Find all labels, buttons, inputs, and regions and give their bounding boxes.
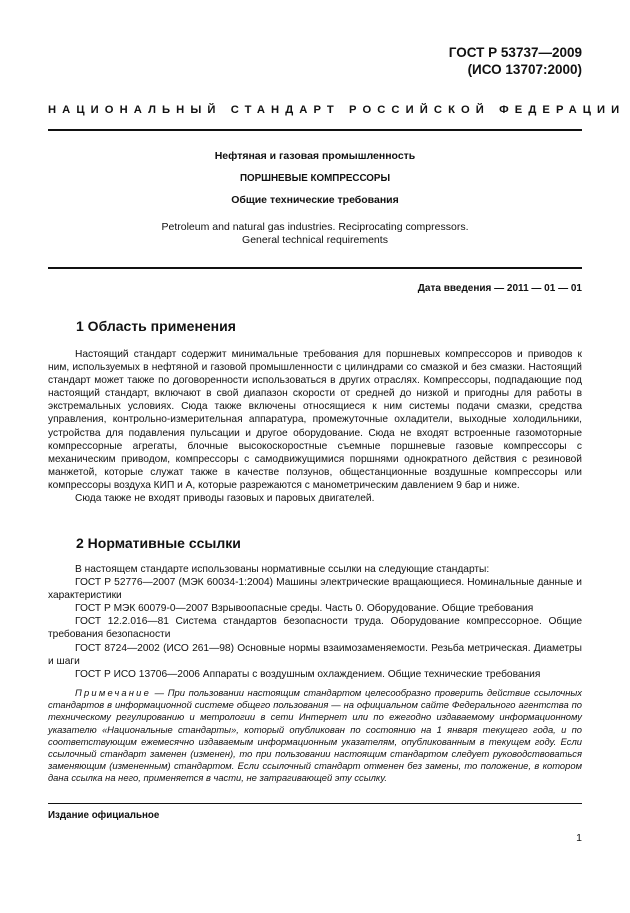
section1-paragraph: Настоящий стандарт содержит минимальные требования для поршневых компрессоров и приводов к ним, используемых в нефтяной и газовой промышленности с цилиндрами со смазкой и без смазки. Настоящий стандарт может также по договоренности использоваться в других отраслях. Компрессоры, подпадающие под настоящий стандарт, включают в свой диапазон скорости от средней до низкой и пригодны для работы в экстремальных условиях. Сюда также включены относящиеся к ним системы подачи смазки, средства управления, контрольно-измерительная аппаратура, промежуточные охладители, выходные холодильники, устройства для подавления пульсации и другое оборудование. Сюда не входят встроенные газомоторные компрессорные агрегаты, блочные высокоскоростные съемные поршневые газовые компрессоры с механическим приводом, компрессоры с самодвижущимися поршнями однократного действия с резиновой манжетой, которые служат также в качестве ползунов, общестанционные воздушные компрессоры или компрессоры воздуха КИП и А, которые разрежаются с манометрическим давлением 9 бар и ниже. [48, 349, 582, 491]
page-number: 1 [576, 832, 582, 844]
section2-heading: 2 Нормативные ссылки [76, 535, 241, 551]
industry-title: Нефтяная и газовая промышленность [214, 150, 416, 162]
section1-heading: 1 Область применения [76, 318, 236, 334]
iso-code: (ИСО 13707:2000) [467, 62, 582, 77]
requirements-title: Общие технические требования [231, 194, 399, 206]
english-title-line1: Petroleum and natural gas industries. Reciprocating compressors. [161, 221, 469, 233]
note-lead: Примечание [75, 687, 151, 698]
section1-body [48, 348, 582, 505]
subject-title: ПОРШНЕВЫЕ КОМПРЕССОРЫ [239, 173, 391, 184]
reference-item: ГОСТ Р 52776—2007 (МЭК 60034-1:2004) Машины электрические вращающиеся. Номинальные данные и характеристики [48, 577, 582, 602]
top-divider [48, 129, 582, 131]
reference-item: ГОСТ Р МЭК 60079-0—2007 Взрывоопасные среды. Часть 0. Оборудование. Общие требования [75, 603, 534, 615]
introduction-date: Дата введения — 2011 — 01 — 01 [417, 283, 582, 294]
references-intro: В настоящем стандарте использованы нормативные ссылки на следующие стандарты: [75, 564, 490, 575]
english-title-line2: General technical requirements [242, 234, 388, 246]
section1-paragraph-2: Сюда также не входят приводы газовых и паровых двигателей. [75, 493, 375, 505]
middle-divider [48, 267, 582, 269]
document-code-block [449, 44, 582, 78]
section2-body [48, 563, 582, 681]
bottom-divider [48, 803, 582, 804]
official-edition-label: Издание официальное [48, 810, 160, 821]
reference-item: ГОСТ Р ИСО 13706—2006 Аппараты с воздушным охлаждением. Общие технические требования [75, 668, 541, 680]
national-standard-banner: НАЦИОНАЛЬНЫЙ СТАНДАРТ РОССИЙСКОЙ ФЕДЕРАЦИИ [48, 104, 626, 116]
gost-code: ГОСТ Р 53737—2009 [448, 45, 582, 60]
reference-item: ГОСТ 12.2.016—81 Система стандартов безопасности труда. Оборудование компрессорное. Общие требования безопасности [48, 616, 582, 641]
reference-item: ГОСТ 8724—2002 (ИСО 261—98) Основные нормы взаимозаменяемости. Резьба метрическая. Диаметры и шаги [48, 642, 582, 667]
references-note [48, 687, 582, 785]
english-title [60, 221, 570, 247]
note-text: — При пользовании настоящим стандартом целесообразно проверить действие ссылочных стандартов в информационной системе общего пользования — на официальном сайте Федерального агентства по техническому регулированию и метрологии в сети Интернет или по ежегодно издаваемому информационному указателю «Национальные стандарты», который опубликован по состоянию на 1 января текущего года, и по соответствующим ежемесячно издаваемым информационным указателям, опубликованным в текущем году. Если ссылочный стандарт заменен (изменен), то при пользовании настоящим стандартом следует руководствоваться заменяющим (измененным) стандартом. Если ссылочный стандарт отменен без замены, то положение, в котором дана ссылка на него, применяется в части, не затрагивающей эту ссылку. [48, 687, 582, 784]
